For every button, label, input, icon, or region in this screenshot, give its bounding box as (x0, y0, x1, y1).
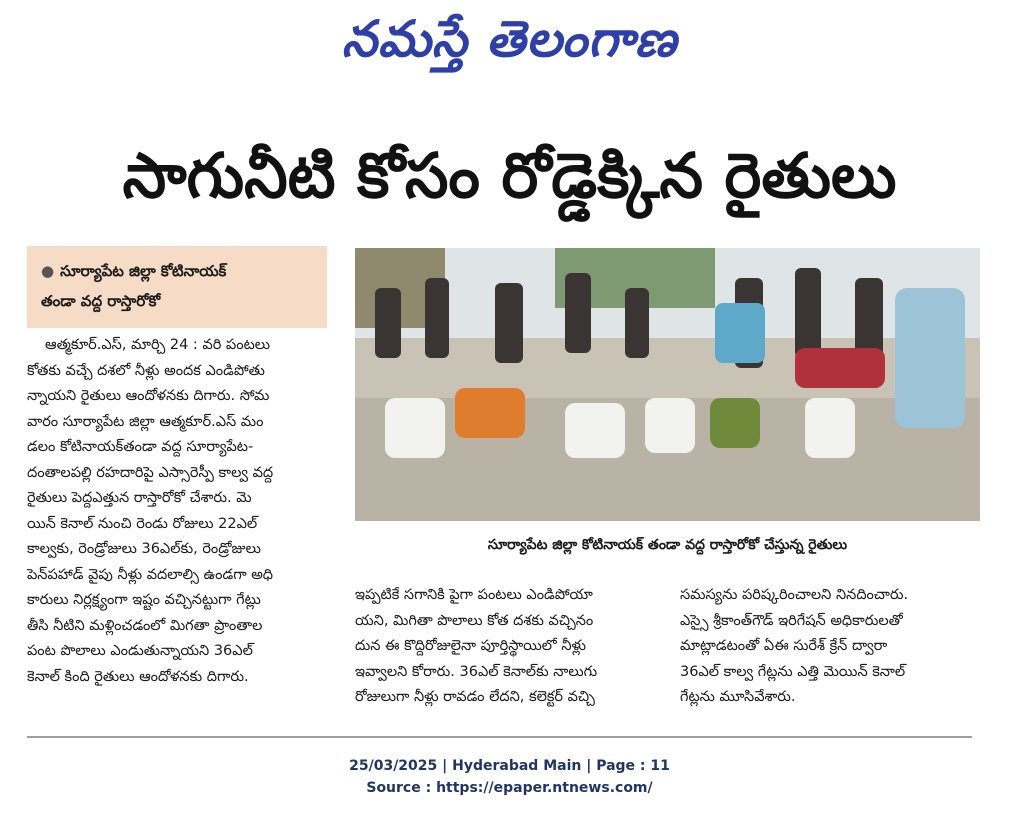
article-line: కారులు నిర్లక్ష్యంగా ఇష్టం వచ్చినట్టుగా గేట్లు (27, 592, 261, 608)
article-line: యిన్ కెనాల్ నుంచి రెండు రోజులు 22ఎల్ (27, 515, 258, 532)
photo-caption: సూర్యాపేట జిల్లా కోటినాయక్ తండా వద్ద రాస్తారోకో చేస్తున్న రైతులు (487, 537, 848, 553)
article-line: ఆత్మకూర్.ఎస్, మార్చి 24 : వరి పంటలు (45, 337, 271, 353)
article-column-1 (27, 333, 327, 690)
article-line: కోతకు వచ్చే దశలో నీళ్లు అందక ఎండిపోతు (27, 362, 265, 379)
article-line: 36ఎల్ కాల్వ గేట్లను ఎత్తి మెయిన్ కెనాల్ (680, 663, 906, 680)
protest-photo-illustration (355, 248, 980, 521)
article-line: పెన్‌పహాడ్ వైపు నీళ్లు వదలాల్సి ఉండగా అధి (27, 566, 274, 583)
article-line: తీసి నీటిని మళ్లించడంలో మిగతా ప్రాంతాల (27, 617, 263, 634)
subhead-box (27, 246, 327, 328)
article-line: ఇప్పటికే సగానికి పైగా పంటలు ఎండిపోయా (355, 587, 593, 603)
article-line: రైతులు పెద్దఎత్తున రాస్తారోకో చేశారు. మె (27, 490, 252, 506)
article-line: ఎస్సై శ్రీకాంత్‌గౌడ్ ఇరిగేషన్ అధికారులతో (680, 612, 903, 629)
article-line: సమస్యను పరిష్కరించాలని నినదించారు. (680, 587, 909, 603)
article-column-2 (355, 583, 660, 711)
article-line: యని, మిగితా పొలాలు కోత దశకు వచ్చినం (355, 612, 594, 629)
footer-source-link[interactable]: Source : https://epaper.ntnews.com/ (366, 780, 653, 796)
footer-edition-info: 25/03/2025 | Hyderabad Main | Page : 11 (349, 758, 670, 774)
subhead-line-1 (41, 256, 317, 286)
article-line: న్నాయని రైతులు ఆందోళనకు దిగారు. సోమ (27, 388, 270, 404)
bullet-icon: ● (41, 262, 55, 280)
article-line: మాట్లాడటంతో ఏఈ సురేశ్ క్రేన్ ద్వారా (680, 638, 888, 654)
footer-divider (27, 736, 972, 738)
news-photo (355, 248, 980, 521)
article-line: పంట పొలాలు ఎండుతున్నాయని 36ఎల్ (27, 643, 253, 659)
article-headline: సాగునీటి కోసం రోడ్డెక్కిన రైతులు (122, 139, 897, 212)
article-line: వారం సూర్యాపేట జిల్లా ఆత్మకూర్.ఎస్ మం (27, 413, 264, 430)
article-line: రోజులుగా నీళ్లు రావడం లేదని, కలెక్టర్ వచ్చి (355, 689, 595, 705)
article-line: కాల్వకు, రెండ్రోజులు 36ఎల్‌కు, రెండ్రోజులు (27, 541, 261, 557)
subhead-line-2: తండా వద్ద రాస్తారోకో (41, 292, 161, 310)
article-line: గేట్లను మూసివేశారు. (680, 689, 796, 705)
article-line: దంతాలపల్లి రహదారిపై ఎస్సారెస్పీ కాల్వ వద్ద (27, 464, 274, 481)
article-column-3 (680, 583, 980, 711)
article-line: కెనాల్ కింది రైతులు ఆందోళనకు దిగారు. (27, 668, 249, 685)
masthead-logo: నమస్తే తెలంగాణ (341, 9, 678, 68)
article-line: దున ఈ కొద్దిరోజులైనా పూర్తిస్థాయిలో నీళ్లు (355, 638, 586, 654)
article-line: ఇవ్వాలని కోరారు. 36ఎల్ కెనాల్‌కు నాలుగు (355, 663, 598, 680)
article-line: డలం కోటినాయక్‌తండా వద్ద సూర్యాపేట- (27, 439, 254, 455)
subhead-text-1: సూర్యాపేట జిల్లా కోటినాయక్ (60, 262, 227, 280)
